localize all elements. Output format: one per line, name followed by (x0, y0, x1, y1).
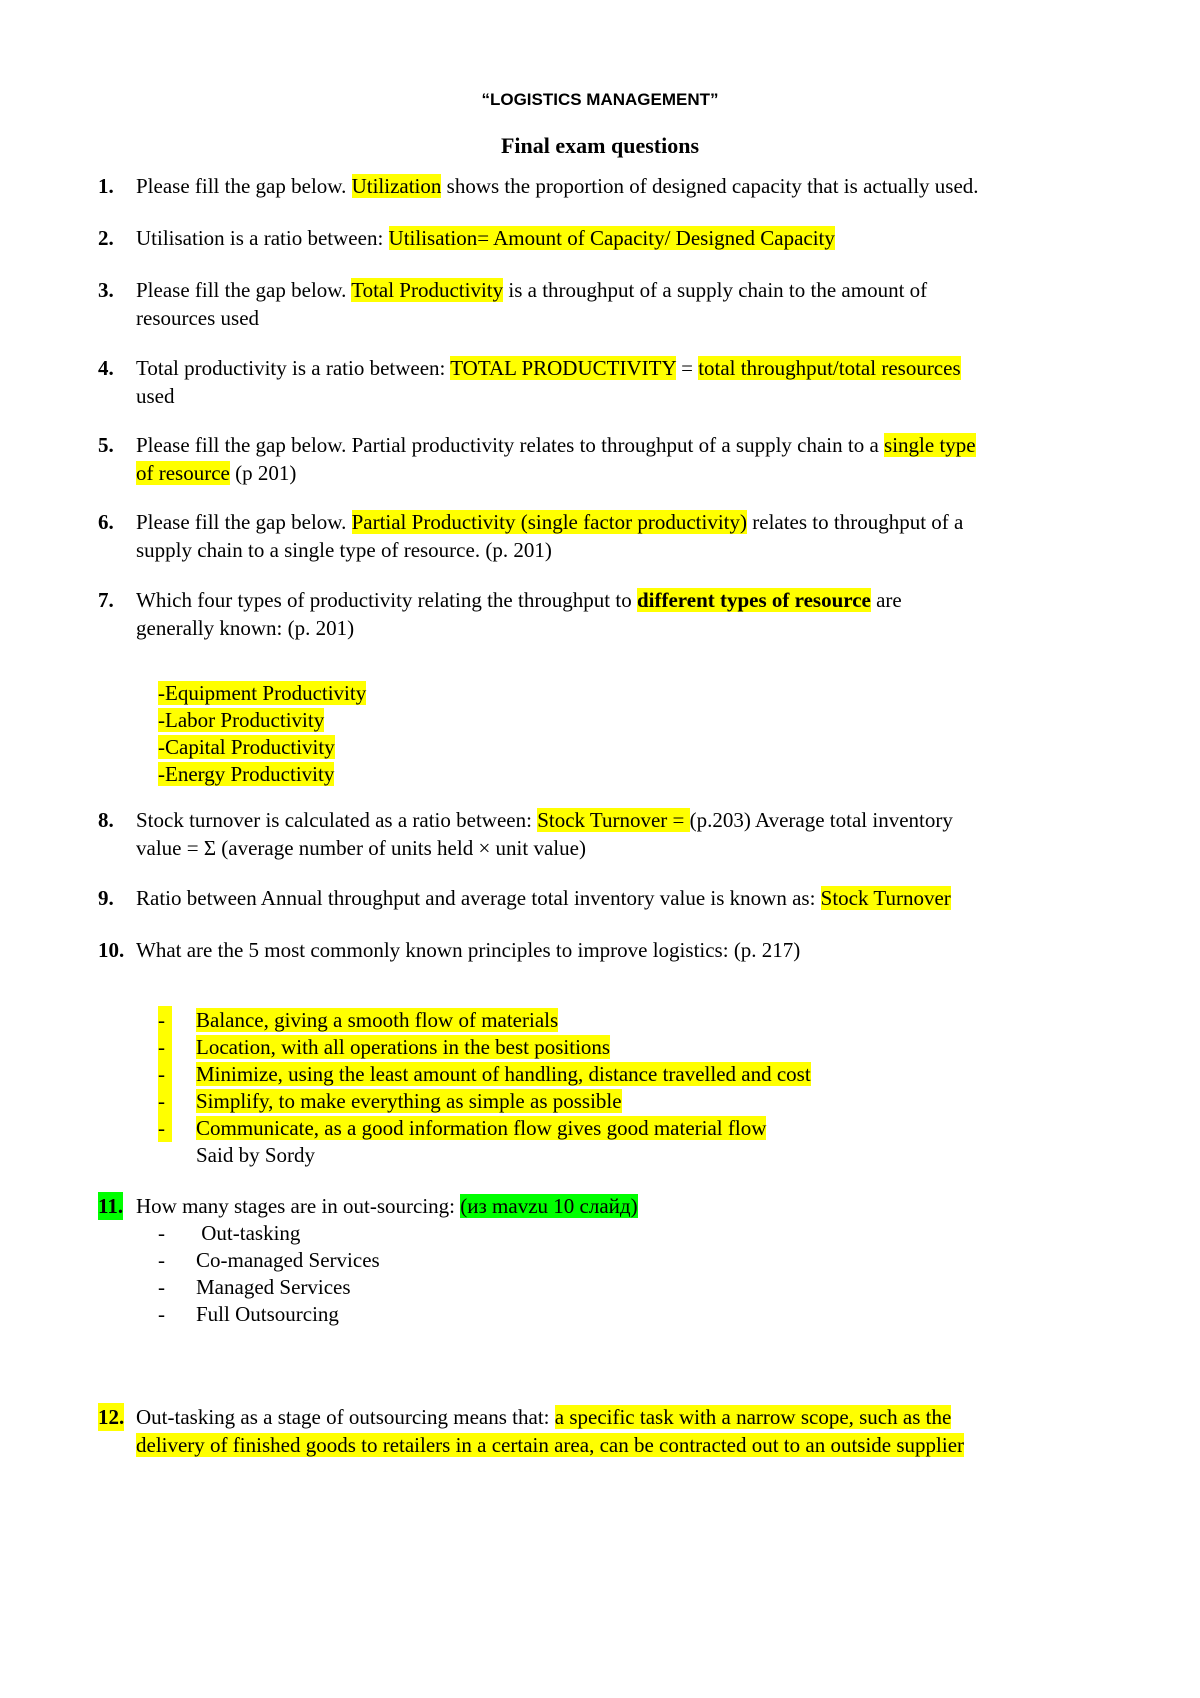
question-number: 3. (98, 278, 114, 302)
question-number: 12. (98, 1405, 125, 1429)
list-item: - Balance, giving a smooth flow of materials (158, 1008, 559, 1032)
answer-highlight: Total Productivity (351, 278, 504, 302)
list-item: -Capital Productivity (158, 735, 335, 759)
question-number: 10. (98, 938, 125, 962)
question-number: 9. (98, 886, 114, 910)
list-item: - Minimize, using the least amount of handling, distance travelled and cost (158, 1062, 811, 1086)
answer-highlight: Stock Turnover (820, 886, 951, 910)
question-number: 5. (98, 433, 114, 457)
list-item: - Communicate, as a good information flow gives good material flow (158, 1116, 767, 1140)
question-7 (98, 586, 1128, 642)
question-8 (98, 806, 1128, 862)
answer-highlight: (из mavzu 10 слайд) (460, 1194, 638, 1218)
answer-highlight: a specific task with a narrow scope, such as the (554, 1405, 952, 1429)
list-item: - Full Outsourcing (158, 1302, 339, 1326)
question-12 (98, 1403, 1128, 1459)
answer-highlight: single type (884, 433, 976, 457)
answer-highlight: Partial Productivity (single factor productivity) (351, 510, 747, 534)
answer-highlight: Utilisation= Amount of Capacity/ Designed Capacity (388, 226, 835, 250)
answer-highlight: Stock Turnover = (537, 808, 690, 832)
document-subtitle: Final exam questions (500, 133, 700, 158)
question-text: Please fill the gap below. Total Productivity is a throughput of a supply chain to the amount of resources used (136, 278, 928, 330)
list-item: - Managed Services (158, 1275, 351, 1299)
question-number: 4. (98, 356, 114, 380)
document-title: “LOGISTICS MANAGEMENT” (481, 90, 719, 109)
question-number: 7. (98, 588, 114, 612)
question-text: Please fill the gap below. Partial productivity relates to throughput of a supply chain to a single type of resource (p 201) (136, 433, 976, 485)
note-text: Said by Sordy (196, 1143, 316, 1167)
question-1 (98, 172, 1128, 200)
answer-highlight: total throughput/total resources (698, 356, 961, 380)
question-text: Ratio between Annual throughput and average total inventory value is known as: Stock Turnover (136, 886, 951, 910)
question-5 (98, 431, 1128, 487)
question-number: 11. (98, 1194, 124, 1218)
list-item: - Location, with all operations in the best positions (158, 1035, 611, 1059)
question-6 (98, 508, 1128, 564)
question-text: Please fill the gap below. Partial Productivity (single factor productivity) relates to throughput of a supply chain to a single type of resource. (p. 201) (136, 510, 964, 562)
list-item: -Energy Productivity (158, 762, 335, 786)
list-item: -Equipment Productivity (158, 681, 367, 705)
list-item: - Co-managed Services (158, 1248, 380, 1272)
question-number: 6. (98, 510, 114, 534)
answer-highlight: Utilization (351, 174, 442, 198)
question-11 (98, 1192, 1128, 1220)
question-text: How many stages are in out-sourcing: (из mavzu 10 слайд) (136, 1194, 638, 1218)
list-item: -Labor Productivity (158, 708, 325, 732)
question-text: Stock turnover is calculated as a ratio between: Stock Turnover = (p.203) Average total inventory value = Σ (average number of units held × unit value) (136, 808, 953, 860)
answer-highlight: of resource (136, 461, 230, 485)
question-text: Total productivity is a ratio between: TOTAL PRODUCTIVITY = total throughput/total resources used (136, 356, 961, 408)
question-3 (98, 276, 1128, 332)
question-text: Which four types of productivity relating the throughput to different types of resource are generally known: (p. 201) (136, 588, 902, 640)
question-number: 8. (98, 808, 114, 832)
question-10 (98, 936, 1128, 964)
question-9 (98, 884, 1128, 912)
answer-highlight: delivery of finished goods to retailers in a certain area, can be contracted out to an outside supplier (136, 1433, 965, 1457)
answer-highlight: different types of resource (636, 588, 871, 612)
question-text: Out-tasking as a stage of outsourcing means that: a specific task with a narrow scope, such as the delivery of finished goods to retailers in a certain area, can be contracted out to an outside supplier (136, 1405, 965, 1457)
question-2 (98, 224, 1128, 252)
answer-highlight: TOTAL PRODUCTIVITY (450, 356, 676, 380)
list-item: - Out-tasking (158, 1221, 301, 1245)
question-number: 1. (98, 174, 114, 198)
list-item: - Simplify, to make everything as simple as possible (158, 1089, 622, 1113)
question-text: Utilisation is a ratio between: Utilisation= Amount of Capacity/ Designed Capacity (136, 226, 835, 250)
question-4 (98, 354, 1128, 410)
question-number: 2. (98, 226, 114, 250)
question-text: What are the 5 most commonly known principles to improve logistics: (p. 217) (136, 938, 801, 962)
question-text: Please fill the gap below. Utilization shows the proportion of designed capacity that is actually used. (136, 174, 979, 198)
